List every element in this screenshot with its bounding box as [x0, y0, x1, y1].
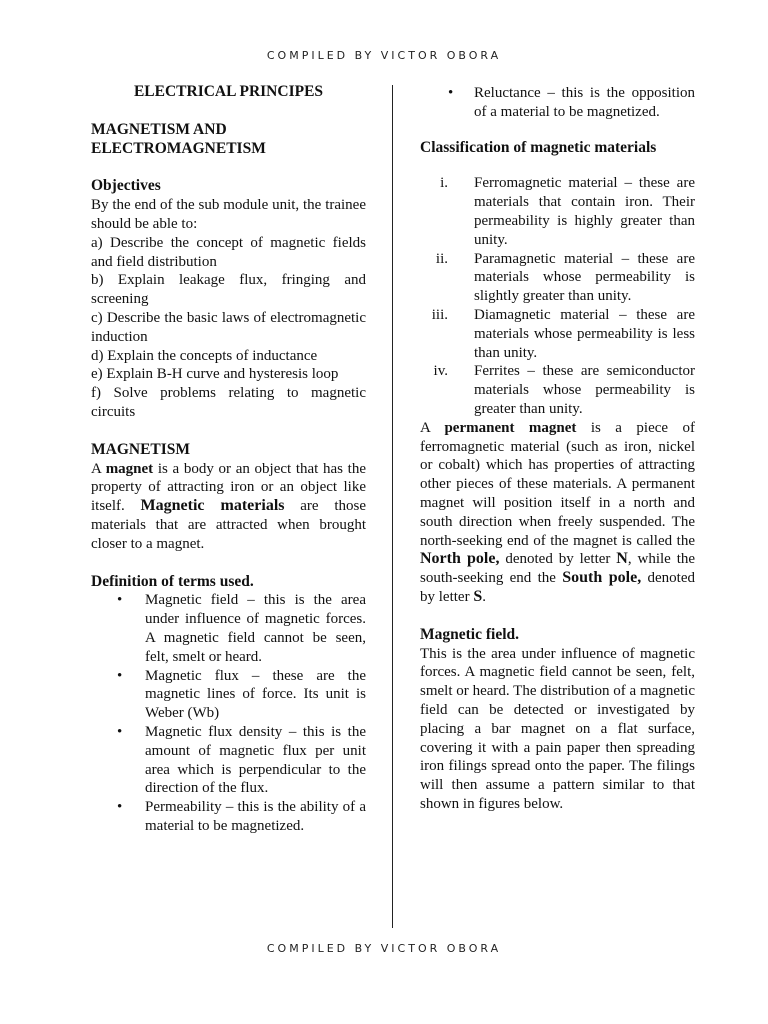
column-divider	[392, 85, 393, 928]
list-item: • Magnetic flux – these are the magnetic lines of force. Its unit is Weber (Wb)	[91, 667, 366, 723]
magnetic-field-heading: Magnetic field.	[420, 625, 520, 643]
classification-heading: Classification of magnetic materials	[420, 138, 657, 156]
magnetism-heading: MAGNETISM	[91, 440, 191, 458]
objective-item: f) Solve problems relating to magnetic circuits	[91, 385, 366, 420]
page-header: COMPILED BY VICTOR OBORA	[266, 49, 502, 62]
list-item: iii. Diamagnetic material – these are materials whose permeability is less than unity.	[431, 306, 695, 361]
section-title-line2: ELECTROMAGNETISM	[91, 139, 266, 157]
definitions-list	[91, 591, 366, 835]
definitions-heading: Definition of terms used.	[91, 572, 254, 590]
list-item: • Permeability – this is the ability of a material to be magnetized.	[91, 798, 366, 836]
objective-item: c) Describe the basic laws of electromagnetic induction	[91, 309, 366, 345]
objective-item: e) Explain B-H curve and hysteresis loop	[91, 366, 339, 383]
list-item: ii. Paramagnetic material – these are materials whose permeability is slightly greater than unity.	[435, 250, 695, 305]
classification-list	[420, 174, 695, 418]
permanent-magnet-paragraph: A permanent magnet is a piece of ferromagnetic material (such as iron, nickel or cobalt) which has properties of attracting other pieces of these materials. A permanent magnet will position itself in a north and south direction when freely suspended. The north-seeking end of the magnet is called the North pole, denoted by letter N, while the south-seeking end the South pole, denoted by letter S.	[420, 419, 696, 605]
list-item: • Reluctance – this is the opposition of a material to be magnetized.	[420, 84, 695, 122]
right-column	[420, 84, 695, 814]
list-item: i. Ferromagnetic material – these are materials that contain iron. Their permeability is highly greater than unity.	[440, 175, 695, 248]
objective-item: d) Explain the concepts of inductance	[91, 347, 318, 364]
section-title-line1: MAGNETISM AND	[91, 120, 227, 138]
objectives-heading: Objectives	[91, 177, 161, 195]
objectives-intro: By the end of the sub module unit, the trainee should be able to:	[91, 197, 366, 232]
magnet-definition: A magnet is a body or an object that has the property of attracting iron or an object like itself. Magnetic materials are those materials that are attracted when brought closer to a magnet.	[91, 460, 366, 552]
list-item: iv. Ferrites – these are semiconductor materials whose permeability is greater than unity.	[433, 363, 695, 417]
reluctance-list	[420, 84, 695, 122]
list-item: • Magnetic flux density – this is the amount of magnetic flux per unit area which is perpendicular to the direction of the flux.	[91, 723, 366, 798]
objective-item: a) Describe the concept of magnetic fields and field distribution	[91, 234, 366, 270]
left-column	[91, 83, 366, 836]
magnetic-field-paragraph: This is the area under influence of magnetic forces. A magnetic field cannot be seen, felt, smelt or heard. The distribution of a magnetic field can be detected or investigated by placing a bar magnet on a flat surface, covering it with a pain paper then spreading iron filings spread onto the paper. The filings will then assume a pattern similar to that shown in figures below.	[420, 645, 695, 812]
page-footer: COMPILED BY VICTOR OBORA	[266, 942, 502, 955]
document-title: ELECTRICAL PRINCIPES	[133, 83, 324, 100]
list-item: • Magnetic field – this is the area under influence of magnetic forces. A magnetic field cannot be seen, felt, smelt or heard.	[91, 591, 366, 666]
objective-item: b) Explain leakage flux, fringing and screening	[91, 272, 366, 308]
